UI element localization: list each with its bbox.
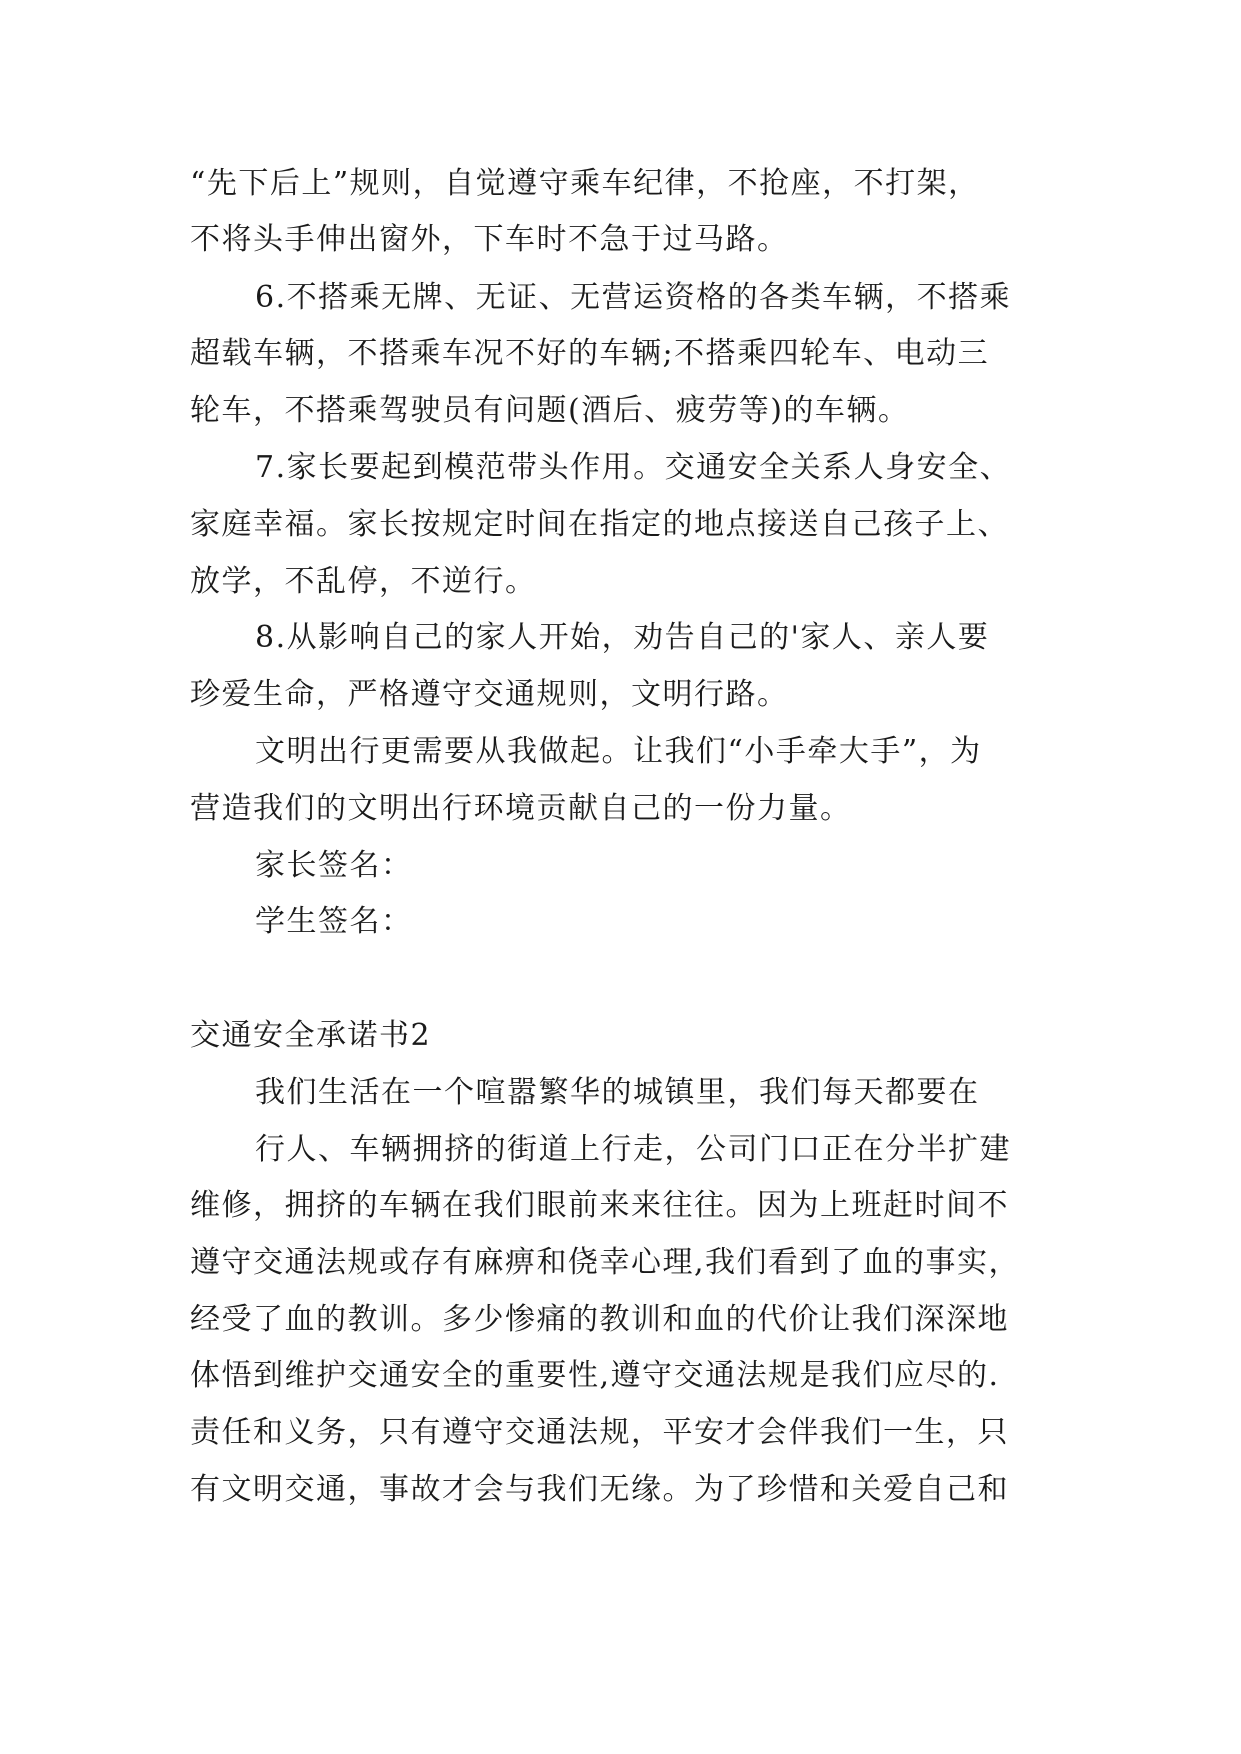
body-text-line: 遵守交通法规或存有麻痹和侥幸心理,我们看到了血的事实， <box>190 1245 1021 1280</box>
body-text-line: 经受了血的教训。多少惨痛的教训和血的代价让我们深深地 <box>190 1302 1009 1337</box>
body-text-line: 珍爱生命，严格遵守交通规则，文明行路。 <box>190 677 789 712</box>
body-text-line: 我们生活在一个喧嚣繁华的城镇里，我们每天都要在 <box>255 1075 980 1110</box>
body-text-line: 轮车，不搭乘驾驶员有问题(酒后、疲劳等)的车辆。 <box>190 393 910 428</box>
body-text-line: 营造我们的文明出行环境贡献自己的一份力量。 <box>190 791 852 826</box>
list-item-8: 8.从影响自己的家人开始，劝告自己的'家人、亲人要 <box>255 620 990 655</box>
body-text-line: 有文明交通，事故才会与我们无缘。为了珍惜和关爱自己和 <box>190 1472 1009 1507</box>
body-text-line: 行人、车辆拥挤的街道上行走，公司门口正在分半扩建 <box>255 1132 1011 1167</box>
body-text-line: 不将头手伸出窗外，下车时不急于过马路。 <box>190 222 789 257</box>
body-text-line: 超载车辆，不搭乘车况不好的车辆;不搭乘四轮车、电动三 <box>190 336 990 371</box>
body-text-line: 放学，不乱停，不逆行。 <box>190 564 537 599</box>
student-signature-label: 学生签名： <box>255 904 413 939</box>
body-text-line: 责任和义务，只有遵守交通法规，平安才会伴我们一生，只 <box>190 1415 1009 1450</box>
body-text-line: 家庭幸福。家长按规定时间在指定的地点接送自己孩子上、 <box>190 507 1009 542</box>
list-item-7: 7.家长要起到模范带头作用。交通安全关系人身安全、 <box>255 450 1012 485</box>
parent-signature-label: 家长签名： <box>255 848 413 883</box>
body-text-line: “先下后上”规则，自觉遵守乘车纪律，不抢座，不打架， <box>190 166 980 201</box>
list-item-6: 6.不搭乘无牌、无证、无营运资格的各类车辆，不搭乘 <box>255 280 1012 315</box>
body-text-line: 维修，拥挤的车辆在我们眼前来来往往。因为上班赶时间不 <box>190 1188 1009 1223</box>
body-text-line: 体悟到维护交通安全的重要性,遵守交通法规是我们应尽的. <box>190 1358 1000 1393</box>
closing-paragraph: 文明出行更需要从我做起。让我们“小手牵大手”，为 <box>255 734 982 769</box>
section-title: 交通安全承诺书2 <box>190 1018 432 1053</box>
